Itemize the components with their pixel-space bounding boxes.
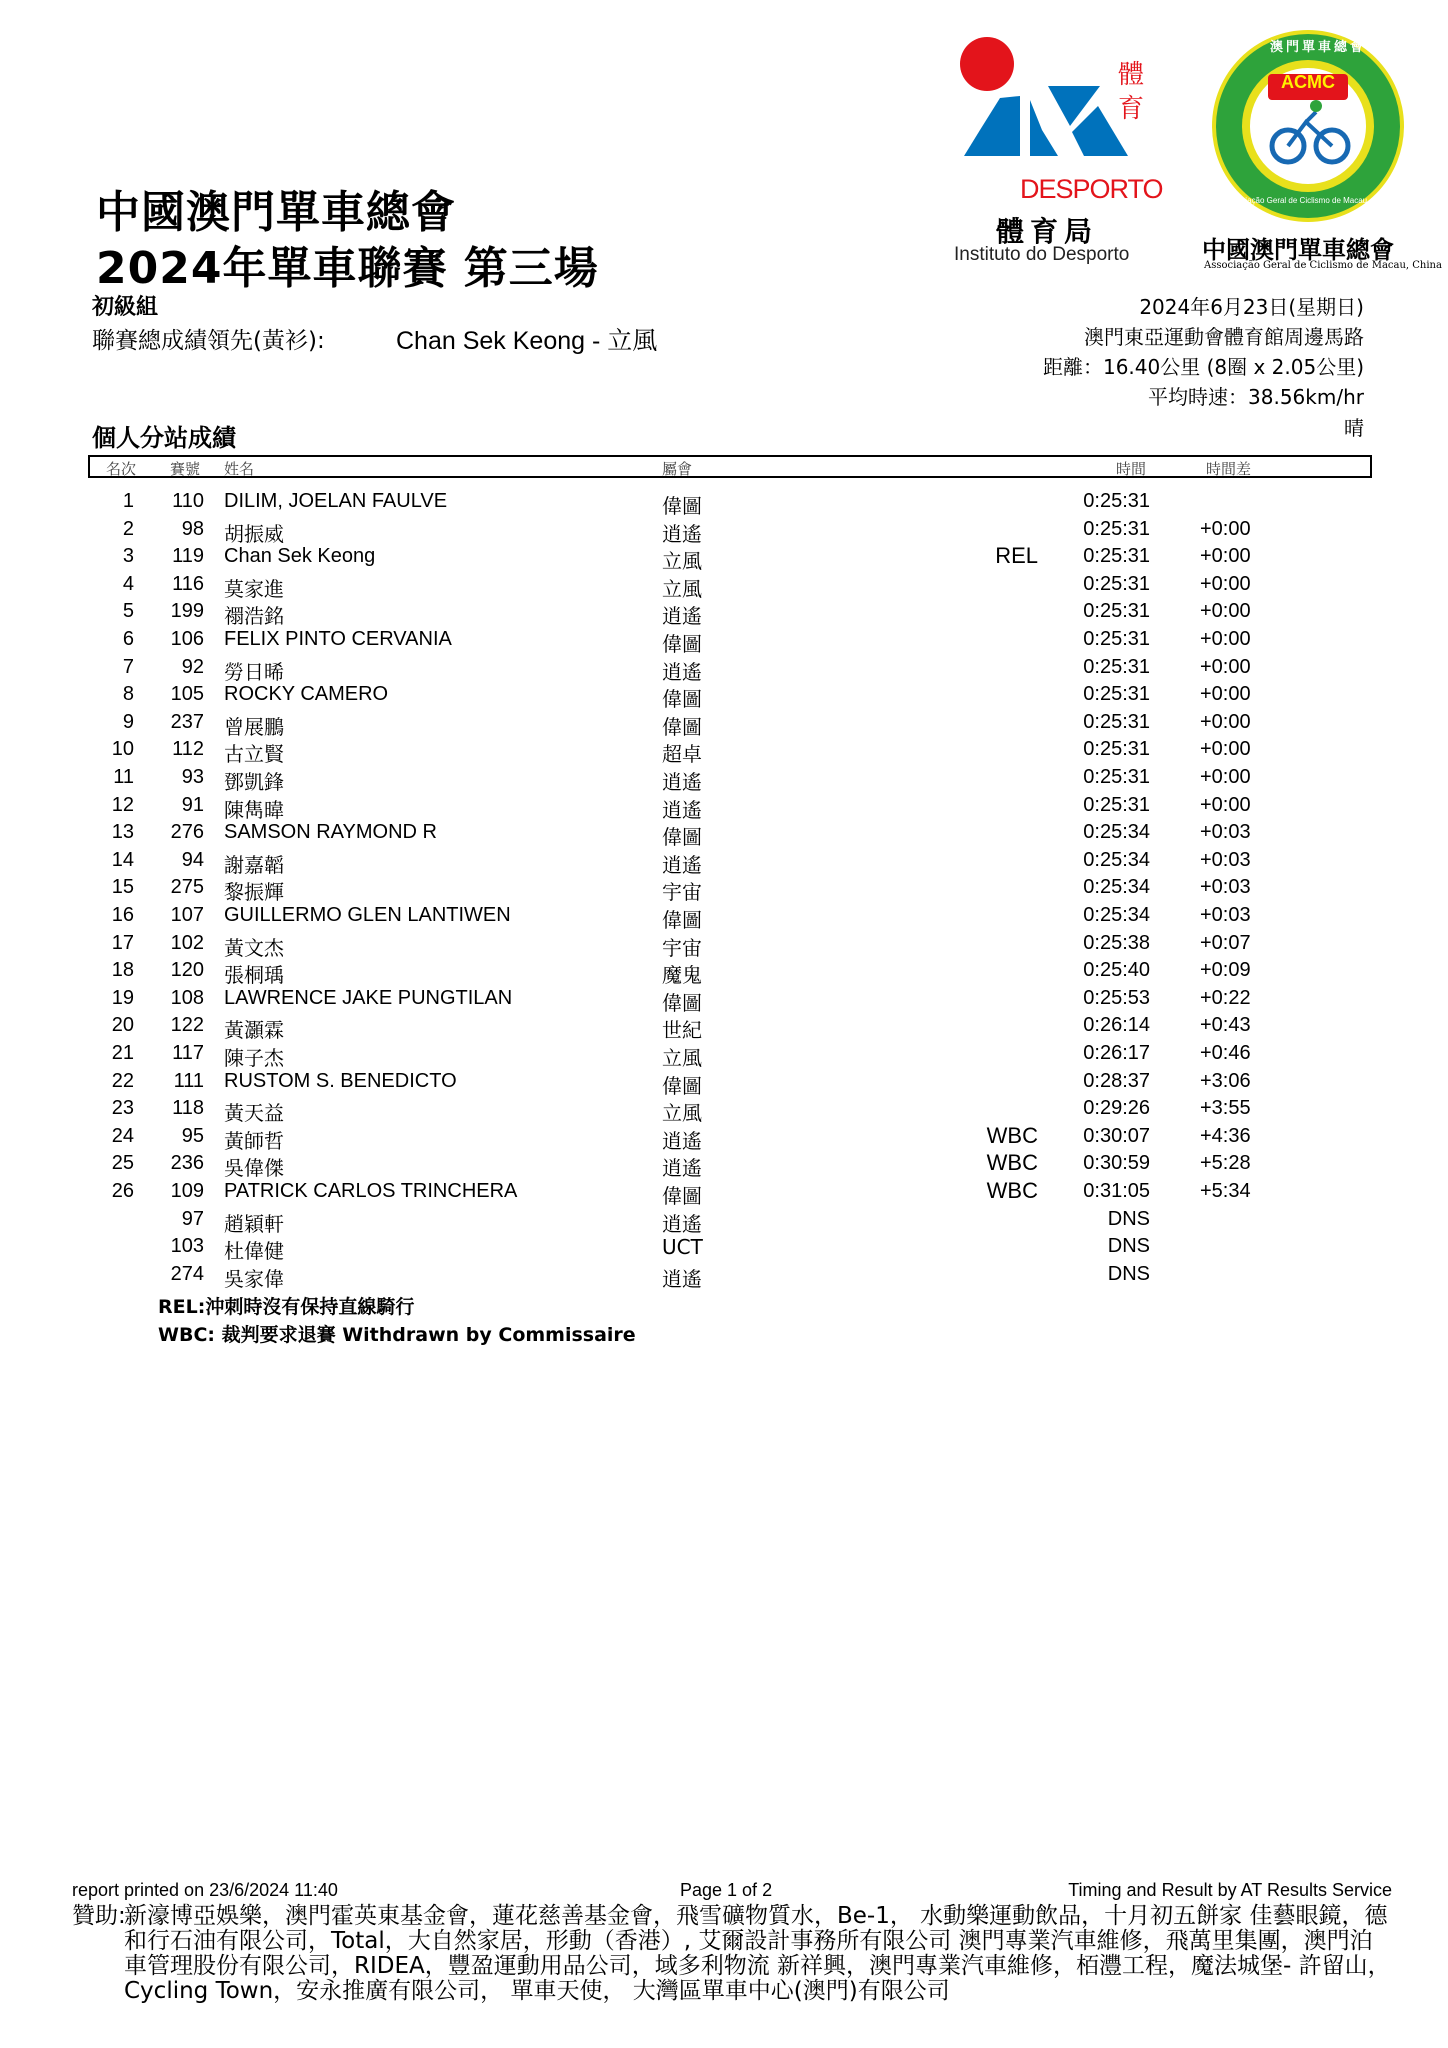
rank-cell: 16: [111, 904, 134, 926]
rank-cell: 7: [122, 655, 134, 678]
section-title: 個人分站成績: [92, 424, 236, 452]
rank-cell: 15: [111, 876, 134, 899]
leader-label: 聯賽總成績領先(黃衫):: [92, 328, 325, 354]
time-cell: 0:30:07: [1083, 1124, 1150, 1147]
name-cell: 鄧凱鋒: [224, 772, 284, 794]
time-cell: 0:25:53: [1083, 986, 1150, 1009]
status-flag: WBC: [986, 1122, 1038, 1148]
rank-cell: 24: [111, 1124, 134, 1147]
bib-cell: 118: [172, 1097, 204, 1120]
table-row: [0, 545, 1448, 573]
note-rel: REL:沖刺時沒有保持直線騎行: [158, 1296, 415, 1318]
header-club: 屬會: [662, 460, 693, 478]
gap-cell: +0:43: [1200, 1014, 1251, 1037]
club-cell: 宇宙: [662, 935, 702, 960]
page-number: Page 1 of 2: [680, 1880, 773, 1900]
gap-cell: +0:00: [1200, 738, 1251, 761]
name-cell: 陳雋暐: [224, 799, 284, 822]
table-row: [0, 876, 1448, 904]
time-cell: 0:25:34: [1083, 821, 1150, 844]
gap-cell: +0:03: [1200, 904, 1251, 926]
club-cell: 宇宙: [662, 880, 702, 905]
club-cell: 立風: [662, 1101, 702, 1126]
bib-cell: 106: [170, 628, 204, 650]
rank-cell: 25: [111, 1152, 134, 1175]
table-row: [0, 518, 1448, 546]
time-cell: 0:25:34: [1083, 848, 1150, 871]
note-wbc: WBC: 裁判要求退賽 Withdrawn by Commissaire: [158, 1324, 636, 1346]
name-cell: 黃文杰: [224, 937, 284, 960]
name-cell: 胡振威: [224, 523, 284, 546]
bib-cell: 116: [172, 572, 204, 595]
sponsor-list: 新濠博亞娛樂，澳門霍英東基金會，蓮花慈善基金會，飛雪礦物質水，Be-1， 水動樂運動飲品，十月初五餅家 佳藝眼鏡，德和行石油有限公司，Total，大自然家居，形動（香港）, 艾爾設計事務所有限公司 澳門專業汽車維修，飛萬里集團，澳門泊車管理股份有限公司，RIDEA，豐盈運動用品公司，域多利物流 新祥興，澳門專業汽車維修，栢灃工程，魔法城堡- 許留山，Cycling Town，安永推廣有限公司， 單車天使， 大灣區單車中心(澳門)有限公司: [124, 1903, 1391, 2004]
acmc-badge: ACMC: [1281, 72, 1335, 92]
time-cell: 0:25:31: [1083, 738, 1150, 761]
name-cell: 杜偉健: [224, 1241, 284, 1264]
table-row: [0, 904, 1448, 932]
gap-cell: +0:00: [1200, 600, 1251, 623]
bib-cell: 275: [170, 876, 204, 899]
name-cell: DILIM, JOELAN FAULVE: [224, 490, 448, 512]
desporto-char2: 育: [1118, 94, 1145, 124]
rank-cell: 18: [111, 959, 134, 982]
header-bib: 賽號: [170, 460, 201, 478]
club-cell: UCT: [662, 1235, 703, 1260]
club-cell: 逍遙: [662, 1128, 702, 1153]
acmc-logo: [1192, 28, 1442, 278]
table-row: [0, 1042, 1448, 1070]
acmc-pt: Associação Geral de Ciclismo de Macau, China: [1204, 260, 1442, 271]
club-cell: 逍遙: [662, 521, 702, 546]
time-cell: 0:25:31: [1083, 600, 1150, 623]
rank-cell: 4: [122, 572, 134, 595]
name-cell: 趙穎軒: [224, 1213, 284, 1236]
bib-cell: 92: [181, 655, 204, 678]
table-row: [0, 1208, 1448, 1236]
table-row: [0, 932, 1448, 960]
time-cell: 0:25:31: [1083, 572, 1150, 595]
time-cell: 0:25:31: [1083, 628, 1150, 650]
table-row: [0, 600, 1448, 628]
header-rank: 名次: [106, 460, 137, 478]
header-gap: 時間差: [1206, 460, 1252, 478]
gap-cell: +3:55: [1200, 1097, 1251, 1120]
table-row: [0, 656, 1448, 684]
rank-cell: 11: [113, 766, 134, 788]
timing-credit: Timing and Result by AT Results Service: [1068, 1880, 1392, 1900]
time-cell: 0:25:34: [1083, 904, 1150, 926]
club-cell: 逍遙: [662, 604, 702, 629]
sponsor-label: 贊助:: [72, 1903, 126, 1929]
time-cell: 0:25:31: [1083, 490, 1150, 512]
desporto-char1: 體: [1118, 60, 1145, 90]
table-row: [0, 959, 1448, 987]
time-cell: 0:25:31: [1083, 517, 1150, 540]
rank-cell: 17: [111, 931, 134, 954]
table-row: [0, 1122, 1448, 1153]
club-cell: 偉圖: [662, 632, 702, 656]
time-cell: 0:26:17: [1083, 1042, 1150, 1064]
name-cell: 黃天益: [224, 1103, 284, 1126]
time-cell: 0:31:05: [1083, 1180, 1150, 1202]
rank-cell: 23: [111, 1097, 134, 1120]
club-cell: 偉圖: [662, 825, 702, 850]
time-cell: 0:25:31: [1083, 793, 1150, 816]
name-cell: 陳子杰: [224, 1048, 284, 1070]
table-row: [0, 711, 1448, 739]
time-cell: 0:25:34: [1083, 876, 1150, 899]
bib-cell: 120: [170, 959, 204, 982]
acmc-ring-bottom: Associação Geral de Ciclismo de Macau, China: [1223, 196, 1393, 205]
rank-cell: 26: [111, 1180, 134, 1202]
gap-cell: +0:00: [1200, 572, 1251, 595]
status-flag: REL: [995, 543, 1038, 569]
rank-cell: 12: [111, 793, 134, 816]
rank-cell: 20: [111, 1014, 134, 1037]
time-cell: 0:25:31: [1083, 710, 1150, 733]
table-row: [0, 794, 1448, 822]
acmc-ring-top: 澳門單車總會: [1270, 40, 1367, 55]
table-row: [0, 1070, 1448, 1098]
name-cell: FELIX PINTO CERVANIA: [224, 628, 452, 650]
rank-cell: 9: [122, 710, 134, 733]
gap-cell: +0:00: [1200, 683, 1251, 706]
name-cell: RUSTOM S. BENEDICTO: [224, 1069, 457, 1092]
club-cell: 逍遙: [662, 659, 702, 684]
bib-cell: 199: [170, 600, 204, 623]
time-cell: 0:25:31: [1083, 683, 1150, 706]
club-cell: 偉圖: [662, 687, 702, 712]
event-avg-speed: 平均時速：38.56km/hr: [1148, 385, 1364, 409]
club-cell: 立風: [662, 1046, 702, 1070]
document-title: 中國澳門單車總會: [96, 187, 456, 238]
rank-cell: 8: [122, 683, 134, 706]
name-cell: 黎振輝: [224, 882, 284, 905]
name-cell: GUILLERMO GLEN LANTIWEN: [224, 904, 511, 926]
gap-cell: +0:00: [1200, 710, 1251, 733]
club-cell: 偉圖: [662, 908, 702, 932]
club-cell: 偉圖: [662, 1184, 702, 1208]
table-row: [0, 987, 1448, 1015]
time-cell: 0:30:59: [1083, 1152, 1150, 1175]
bib-cell: 112: [172, 738, 204, 761]
rank-cell: 6: [122, 628, 134, 650]
club-cell: 逍遙: [662, 852, 702, 877]
club-cell: 世紀: [662, 1018, 702, 1043]
time-cell: 0:28:37: [1083, 1069, 1150, 1092]
club-cell: 逍遙: [662, 797, 702, 822]
time-cell: 0:25:40: [1083, 959, 1150, 982]
name-cell: 吳偉傑: [224, 1158, 284, 1181]
bib-cell: 102: [170, 931, 204, 954]
rank-cell: 22: [111, 1069, 134, 1092]
rank-cell: 5: [122, 600, 134, 623]
event-weather: 晴: [1344, 416, 1364, 440]
bib-cell: 237: [170, 710, 204, 733]
name-cell: 曾展鵬: [224, 716, 284, 739]
name-cell: 吳家偉: [224, 1268, 284, 1291]
acmc-cn: 中國澳門單車總會: [1202, 235, 1394, 264]
table-row: [0, 738, 1448, 766]
name-cell: 謝嘉韜: [224, 854, 284, 877]
club-cell: 逍遙: [662, 770, 702, 794]
name-cell: 莫家進: [224, 578, 284, 601]
gap-cell: +0:00: [1200, 517, 1251, 540]
club-cell: 逍遙: [662, 1266, 702, 1291]
bib-cell: 108: [170, 986, 204, 1009]
desporto-brand: DESPORTO: [1020, 174, 1163, 204]
time-cell: DNS: [1107, 1262, 1150, 1285]
group-label: 初級組: [92, 295, 159, 320]
bib-cell: 91: [181, 793, 204, 816]
rank-cell: 2: [122, 517, 134, 540]
gap-cell: +0:22: [1200, 986, 1251, 1009]
rank-cell: 21: [111, 1042, 134, 1064]
table-row: [0, 849, 1448, 877]
bib-cell: 107: [170, 904, 204, 926]
club-cell: 偉圖: [662, 990, 702, 1015]
bib-cell: 117: [172, 1042, 204, 1064]
gap-cell: +5:34: [1200, 1180, 1251, 1202]
gap-cell: +0:00: [1200, 545, 1251, 568]
header-time: 時間: [1116, 460, 1147, 478]
club-cell: 超卓: [662, 742, 702, 767]
bib-cell: 93: [181, 766, 204, 788]
club-cell: 逍遙: [662, 1211, 702, 1236]
club-cell: 逍遙: [662, 1156, 702, 1181]
desporto-logo: [950, 30, 1163, 275]
event-venue: 澳門東亞運動會體育館周邊馬路: [1084, 325, 1364, 349]
name-cell: ROCKY CAMERO: [224, 683, 389, 706]
club-cell: 偉圖: [662, 714, 702, 739]
name-cell: 古立賢: [224, 744, 284, 767]
bib-cell: 110: [172, 490, 204, 512]
printed-info: report printed on 23/6/2024 11:40: [72, 1880, 338, 1900]
time-cell: 0:25:31: [1083, 545, 1150, 568]
table-row: [0, 1263, 1448, 1291]
gap-cell: +4:36: [1200, 1124, 1251, 1147]
time-cell: DNS: [1107, 1235, 1150, 1258]
name-cell: 黃灝霖: [224, 1020, 284, 1043]
name-cell: 張桐瑀: [224, 965, 284, 988]
bib-cell: 274: [170, 1262, 204, 1285]
name-cell: LAWRENCE JAKE PUNGTILAN: [224, 986, 513, 1009]
bib-cell: 109: [170, 1180, 204, 1202]
status-flag: WBC: [986, 1150, 1038, 1176]
document-subtitle: 2024年單車聯賽 第三場: [96, 243, 599, 294]
gap-cell: +0:03: [1200, 821, 1251, 844]
club-cell: 立風: [662, 576, 702, 601]
name-cell: 勞日晞: [224, 661, 284, 684]
table-row: [0, 573, 1448, 601]
bib-cell: 95: [181, 1124, 204, 1147]
bib-cell: 111: [173, 1069, 204, 1092]
rank-cell: 19: [111, 986, 134, 1009]
time-cell: 0:25:31: [1083, 766, 1150, 788]
table-header: [88, 455, 1372, 478]
club-cell: 魔鬼: [662, 963, 702, 988]
table-row: [0, 821, 1448, 849]
bib-cell: 94: [181, 848, 204, 871]
gap-cell: +0:03: [1200, 876, 1251, 899]
table-row: [0, 490, 1448, 518]
rank-cell: 10: [111, 738, 134, 761]
rank-cell: 1: [122, 490, 134, 512]
time-cell: 0:29:26: [1083, 1097, 1150, 1120]
time-cell: 0:25:38: [1083, 931, 1150, 954]
table-row: [0, 1097, 1448, 1125]
gap-cell: +0:03: [1200, 848, 1251, 871]
table-row: [0, 628, 1448, 656]
club-cell: 立風: [662, 549, 702, 574]
time-cell: DNS: [1107, 1207, 1150, 1230]
gap-cell: +0:00: [1200, 766, 1251, 788]
time-cell: 0:25:31: [1083, 655, 1150, 678]
bib-cell: 236: [170, 1152, 204, 1175]
gap-cell: +0:00: [1200, 793, 1251, 816]
desporto-cn: 體育局: [996, 215, 1099, 248]
time-cell: 0:26:14: [1083, 1014, 1150, 1037]
event-distance: 距離：16.40公里 (8圈 x 2.05公里): [1042, 355, 1364, 379]
rank-cell: 3: [122, 545, 134, 568]
desporto-pt: Instituto do Desporto: [954, 244, 1130, 265]
bib-cell: 103: [170, 1235, 204, 1258]
bib-cell: 276: [170, 821, 204, 844]
table-row: [0, 1152, 1448, 1180]
name-cell: 黃師哲: [224, 1130, 284, 1153]
gap-cell: +0:00: [1200, 628, 1251, 650]
gap-cell: +5:28: [1200, 1152, 1251, 1175]
bib-cell: 98: [181, 517, 204, 540]
name-cell: SAMSON RAYMOND R: [224, 821, 437, 844]
gap-cell: +3:06: [1200, 1069, 1251, 1092]
gap-cell: +0:09: [1200, 959, 1251, 982]
header-name: 姓名: [224, 460, 255, 478]
name-cell: PATRICK CARLOS TRINCHERA: [224, 1180, 518, 1202]
table-row: [0, 1014, 1448, 1042]
bib-cell: 122: [170, 1014, 204, 1037]
status-flag: WBC: [986, 1178, 1038, 1203]
table-row: [0, 683, 1448, 711]
name-cell: Chan Sek Keong: [224, 545, 376, 568]
table-row: [0, 1235, 1448, 1263]
bib-cell: 105: [170, 683, 204, 706]
name-cell: 禤浩銘: [224, 606, 284, 629]
gap-cell: +0:00: [1200, 655, 1251, 678]
bib-cell: 97: [181, 1207, 204, 1230]
leader-value: Chan Sek Keong - 立風: [396, 327, 658, 355]
rank-cell: 14: [111, 848, 134, 871]
rank-cell: 13: [111, 821, 134, 844]
gap-cell: +0:07: [1200, 931, 1251, 954]
table-row: [0, 1180, 1448, 1208]
club-cell: 偉圖: [662, 494, 702, 518]
club-cell: 偉圖: [662, 1073, 702, 1098]
table-row: [0, 766, 1448, 794]
bib-cell: 119: [172, 545, 204, 568]
event-date: 2024年6月23日(星期日): [1139, 295, 1364, 319]
gap-cell: +0:46: [1200, 1042, 1251, 1064]
